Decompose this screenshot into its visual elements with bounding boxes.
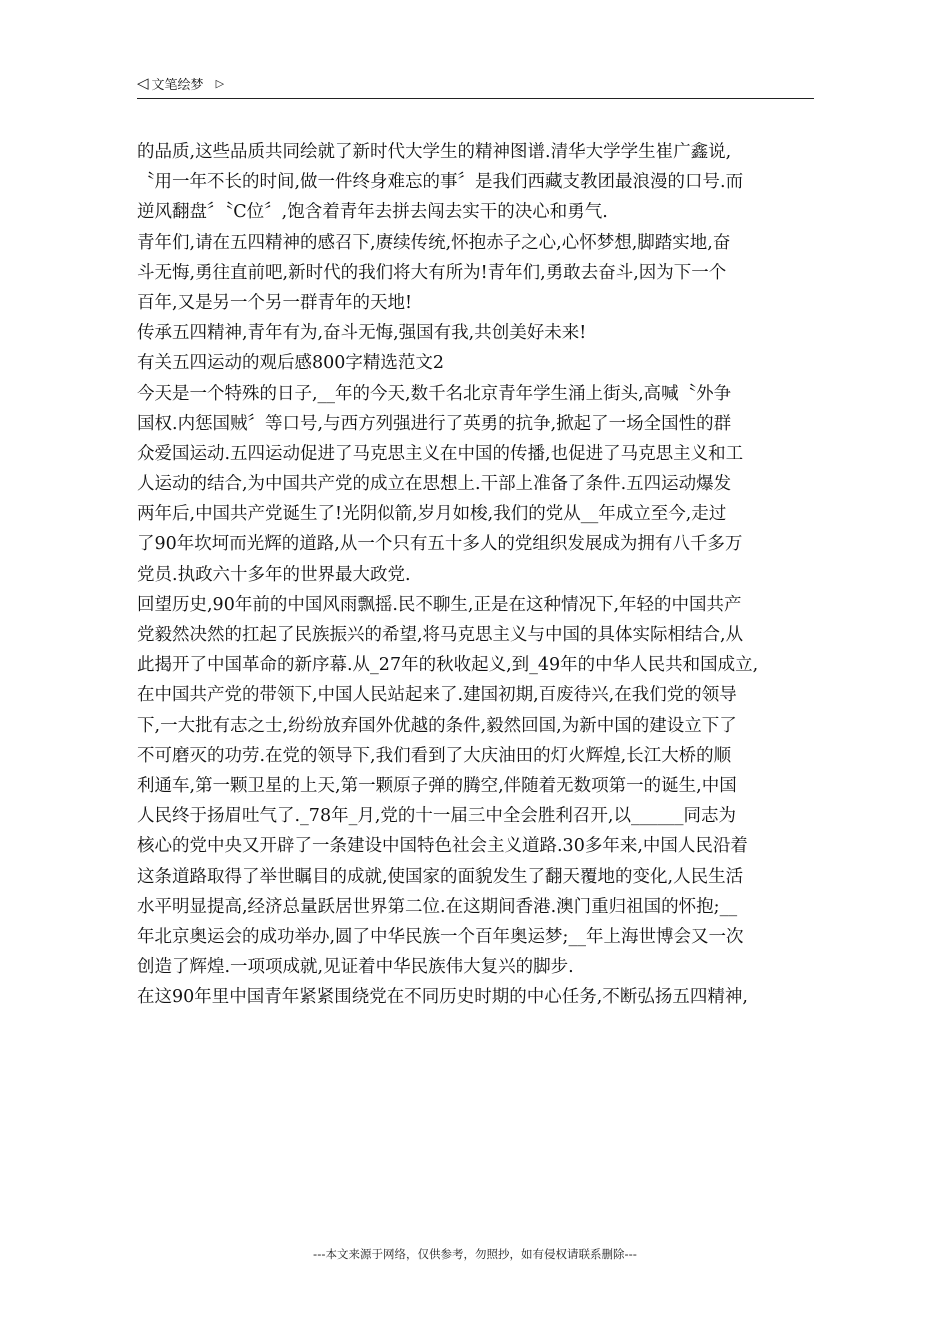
text-line: 有关五四运动的观后感800字精选范文2 bbox=[137, 353, 445, 374]
text-line: 今天是一个特殊的日子,__年的今天,数千名北京青年学生涌上街头,高喊〝外争 bbox=[137, 383, 732, 404]
text-line: 利通车,第一颗卫星的上天,第一颗原子弹的腾空,伴随着无数项第一的诞生,中国 bbox=[137, 775, 737, 796]
text-line: 人运动的结合,为中国共产党的成立在思想上.干部上准备了条件.五四运动爆发 bbox=[137, 474, 732, 495]
text-line: 核心的党中央又开辟了一条建设中国特色社会主义道路.30多年来,中国人民沿着 bbox=[137, 836, 748, 857]
text-line: 的品质,这些品质共同绘就了新时代大学生的精神图谱.清华大学学生崔广鑫说, bbox=[137, 142, 732, 162]
text-line: 百年,又是另一个另一群青年的天地! bbox=[137, 292, 413, 313]
text-line: 不可磨灭的功劳.在党的领导下,我们看到了大庆油田的灯火辉煌,长江大桥的顺 bbox=[137, 745, 732, 766]
text-line: 两年后,中国共产党诞生了!光阴似箭,岁月如梭,我们的党从__年成立至今,走过 bbox=[137, 504, 727, 525]
text-line: 这条道路取得了举世瞩目的成就,使国家的面貌发生了翻天覆地的变化,人民生活 bbox=[137, 866, 744, 887]
text-line: 水平明显提高,经济总量跃居世界第二位.在这期间香港.澳门重归祖国的怀抱;__ bbox=[137, 896, 738, 917]
text-line: 党毅然决然的扛起了民族振兴的希望,将马克思主义与中国的具体实际相结合,从 bbox=[137, 625, 744, 645]
text-line: 众爱国运动.五四运动促进了马克思主义在中国的传播,也促进了马克思主义和工 bbox=[137, 443, 744, 464]
header-brand bbox=[137, 74, 224, 93]
text-line: 党员.执政六十多年的世界最大政党. bbox=[137, 564, 411, 585]
text-line: 国权.内惩国贼〞等口号,与西方列强进行了英勇的抗争,掀起了一场全国性的群 bbox=[137, 413, 732, 434]
text-line: 人民终于扬眉吐气了._78年_月,党的十一届三中全会胜利召开,以______同志为 bbox=[137, 806, 736, 827]
text-line: 〝用一年不长的时间,做一件终身难忘的事〞是我们西藏支教团最浪漫的口号.而 bbox=[137, 172, 744, 193]
triangle-left-icon: ◁ bbox=[137, 74, 149, 92]
text-line: 下,一大批有志之士,纷纷放弃国外优越的条件,毅然回国,为新中国的建设立下了 bbox=[137, 715, 737, 736]
text-line: 青年们,请在五四精神的感召下,赓续传统,怀抱赤子之心,心怀梦想,脚踏实地,奋 bbox=[137, 232, 731, 253]
text-line: 斗无悔,勇往直前吧,新时代的我们将大有所为!青年们,勇敢去奋斗,因为下一个 bbox=[137, 262, 727, 283]
text-line: 年北京奥运会的成功举办,圆了中华民族一个百年奥运梦;__年上海世博会又一次 bbox=[137, 926, 744, 947]
text-line: 在这90年里中国青年紧紧围绕党在不同历史时期的中心任务,不断弘扬五四精神, bbox=[137, 987, 748, 1008]
text-line: 创造了辉煌.一项项成就,见证着中华民族伟大复兴的脚步. bbox=[137, 957, 574, 978]
text-line: 在中国共产党的带领下,中国人民站起来了.建国初期,百废待兴,在我们党的领导 bbox=[137, 685, 737, 706]
footer-disclaimer: ---本文来源于网络，仅供参考，勿照抄，如有侵权请联系删除--- bbox=[313, 1247, 637, 1261]
text-line: 逆风翻盘〞〝C位〞,饱含着青年去拼去闯去实干的决心和勇气. bbox=[137, 202, 608, 223]
document-body bbox=[137, 137, 817, 1012]
text-line: 此揭开了中国革命的新序幕.从_27年的秋收起义,到_49年的中华人民共和国成立, bbox=[137, 655, 759, 676]
text-line: 传承五四精神,青年有为,奋斗无悔,强国有我,共创美好未来! bbox=[137, 323, 587, 344]
text-line: 了90年坎坷而光辉的道路,从一个只有五十多人的党组织发展成为拥有八千多万 bbox=[137, 534, 743, 555]
triangle-right-icon: ▷ bbox=[215, 77, 225, 90]
text-line: 回望历史,90年前的中国风雨飘摇.民不聊生,正是在这种情况下,年轻的中国共产 bbox=[137, 594, 742, 615]
page-header bbox=[137, 72, 814, 99]
brand-text: 文笔绘梦 bbox=[151, 78, 204, 93]
